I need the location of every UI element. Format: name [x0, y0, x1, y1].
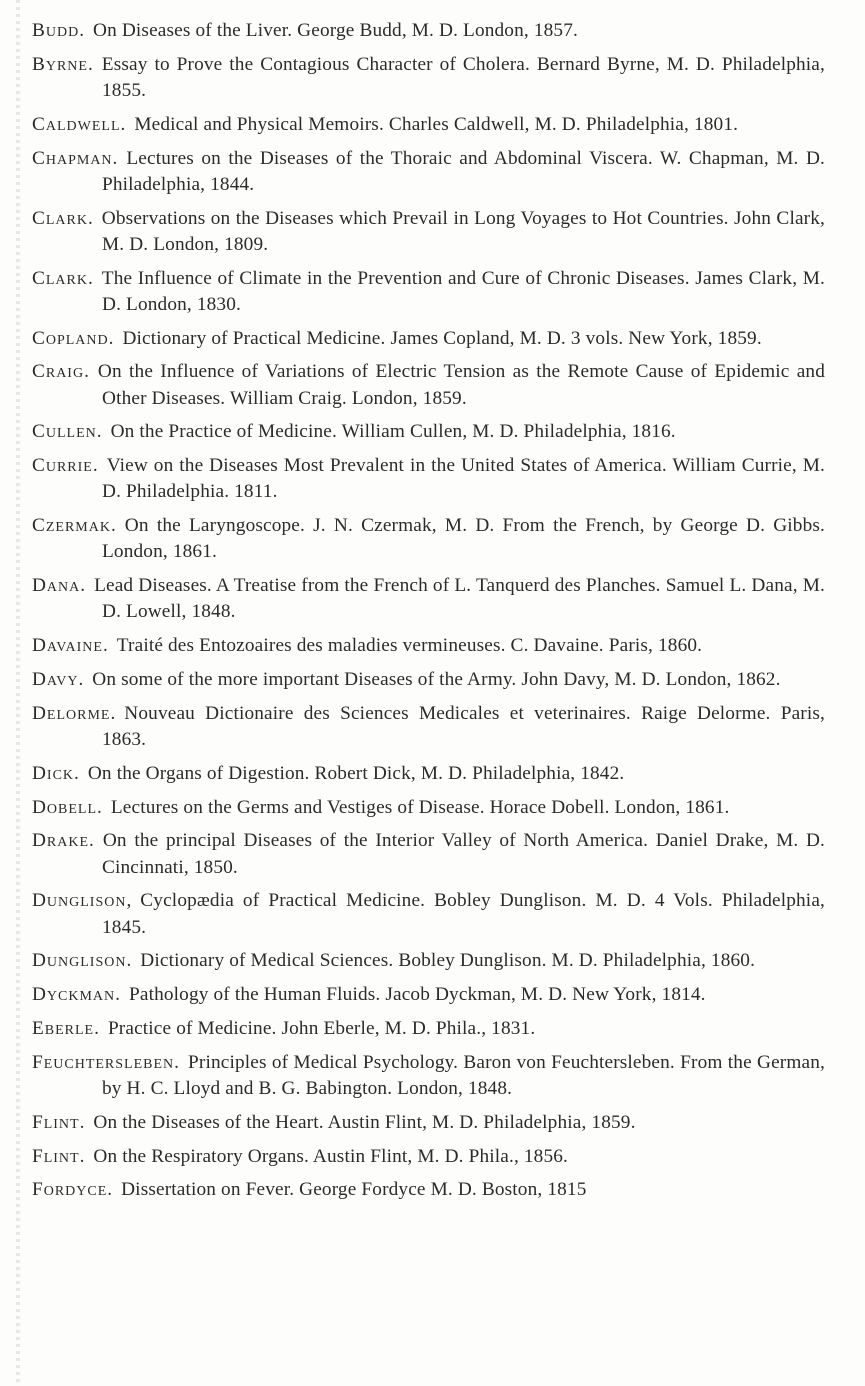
- bibliography-entry: [32, 206, 825, 258]
- bibliography-entry: [32, 453, 825, 505]
- entry-author: Cullen.: [32, 421, 103, 443]
- entry-author: Dunglison,: [32, 890, 133, 912]
- bibliography-entry: [32, 633, 825, 659]
- entry-text: On the Practice of Medicine. William Cullen, M. D. Philadelphia, 1816.: [110, 421, 676, 443]
- bibliography-entry: [32, 761, 825, 787]
- bibliography-entry: [32, 326, 825, 352]
- entry-text: Observations on the Diseases which Prevail in Long Voyages to Hot Countries. John Clark, M. D. London, 1809.: [101, 207, 825, 255]
- entry-text: On the Diseases of the Heart. Austin Flint, M. D. Philadelphia, 1859.: [93, 1111, 636, 1133]
- bibliography-entry: [32, 667, 825, 693]
- entry-author: Dick.: [32, 762, 80, 784]
- entry-author: Czermak.: [32, 515, 117, 537]
- bibliography-entry: [32, 1110, 825, 1136]
- entry-author: Fordyce.: [32, 1179, 114, 1201]
- entry-author: Dana.: [32, 575, 87, 597]
- entry-text: Dissertation on Fever. George Fordyce M. D. Boston, 1815: [121, 1179, 587, 1201]
- bibliography-entry: [32, 112, 825, 138]
- entry-text: View on the Diseases Most Prevalent in the United States of America. William Currie, M. D. Philadelphia. 1811.: [102, 455, 825, 503]
- entry-author: Flint.: [32, 1111, 86, 1133]
- bibliography-entry: [32, 1177, 825, 1203]
- bibliography-entry: [32, 888, 825, 940]
- entry-author: Copland.: [32, 327, 115, 349]
- entry-author: Drake.: [32, 830, 95, 852]
- entry-text: On the Laryngoscope. J. N. Czermak, M. D. From the French, by George D. Gibbs. London, 1861.: [102, 515, 825, 563]
- entry-text: Lectures on the Diseases of the Thoraic and Abdominal Viscera. W. Chapman, M. D. Philadelphia, 1844.: [102, 147, 825, 195]
- bibliography-entry: [32, 1144, 825, 1170]
- entry-text: Dictionary of Practical Medicine. James Copland, M. D. 3 vols. New York, 1859.: [122, 327, 762, 349]
- entry-text: Lead Diseases. A Treatise from the French of L. Tanquerd des Planches. Samuel L. Dana, M. D. Lowell, 1848.: [94, 575, 825, 623]
- entry-author: Dyckman.: [32, 984, 121, 1006]
- entry-author: Budd.: [32, 20, 86, 41]
- entry-text: Dictionary of Medical Sciences. Bobley Dunglison. M. D. Philadelphia, 1860.: [140, 950, 756, 972]
- entry-author: Delorme.: [32, 702, 117, 724]
- entry-author: Davy.: [32, 668, 85, 690]
- bibliography-entry: [32, 982, 825, 1008]
- entry-text: Cyclopædia of Practical Medicine. Bobley Dunglison. M. D. 4 Vols. Philadelphia, 1845.: [102, 890, 825, 938]
- entry-author: Flint.: [32, 1145, 86, 1167]
- entry-text: Essay to Prove the Contagious Character of Cholera. Bernard Byrne, M. D. Philadelphia, 1855.: [101, 53, 825, 101]
- entry-author: Byrne.: [32, 53, 94, 75]
- bibliography-entry: [32, 52, 825, 104]
- entry-text: Practice of Medicine. John Eberle, M. D. Phila., 1831.: [107, 1017, 536, 1039]
- bibliography-entry: [32, 146, 825, 198]
- bibliography-entry: [32, 573, 825, 625]
- entry-text: On the Influence of Variations of Electric Tension as the Remote Cause of Epidemic and Other Diseases. William Craig. London, 1859.: [97, 361, 825, 409]
- bibliography-entry: [32, 795, 825, 821]
- bibliography-entry: [32, 419, 825, 445]
- entry-text: Principles of Medical Psychology. Baron von Feuchtersleben. From the German, by H. C. Lloyd and B. G. Babington. London, 1848.: [102, 1051, 825, 1099]
- entry-author: Davaine.: [32, 635, 109, 657]
- bibliography-entry: [32, 828, 825, 880]
- entry-text: Pathology of the Human Fluids. Jacob Dyckman, M. D. New York, 1814.: [128, 984, 706, 1006]
- entry-text: On the principal Diseases of the Interior Valley of North America. Daniel Drake, M. D. Cincinnati, 1850.: [102, 830, 825, 878]
- entry-text: On some of the more important Diseases of the Army. John Davy, M. D. London, 1862.: [92, 668, 781, 690]
- entry-text: On the Organs of Digestion. Robert Dick, M. D. Philadelphia, 1842.: [87, 762, 625, 784]
- entry-author: Dunglison.: [32, 950, 133, 972]
- entry-author: Dobell.: [32, 796, 103, 818]
- bibliography-entry: [32, 359, 825, 411]
- page-edge: [16, 0, 20, 1386]
- bibliography-entry: [32, 948, 825, 974]
- entry-text: Traité des Entozoaires des maladies vermineuses. C. Davaine. Paris, 1860.: [116, 635, 703, 657]
- entry-author: Eberle.: [32, 1017, 100, 1039]
- bibliography-entry: [32, 18, 825, 44]
- entry-text: On the Respiratory Organs. Austin Flint, M. D. Phila., 1856.: [93, 1145, 569, 1167]
- entry-author: Currie.: [32, 455, 99, 477]
- bibliography-entry: [32, 1050, 825, 1102]
- bibliography-entry: [32, 513, 825, 565]
- bibliography-entry: [32, 1016, 825, 1042]
- entry-author: Clark.: [32, 207, 94, 229]
- entry-author: Caldwell.: [32, 113, 127, 135]
- bibliography-entry: [32, 701, 825, 753]
- entry-text: On Diseases of the Liver. George Budd, M. D. London, 1857.: [93, 20, 578, 41]
- entry-author: Craig.: [32, 361, 90, 383]
- entry-author: Clark.: [32, 267, 94, 289]
- entry-author: Chapman.: [32, 147, 119, 169]
- entry-author: Feuchtersleben.: [32, 1051, 180, 1073]
- entry-text: The Influence of Climate in the Prevention and Cure of Chronic Diseases. James Clark, M. D. London, 1830.: [101, 267, 825, 315]
- entry-text: Lectures on the Germs and Vestiges of Disease. Horace Dobell. London, 1861.: [110, 796, 730, 818]
- entry-text: Medical and Physical Memoirs. Charles Caldwell, M. D. Philadelphia, 1801.: [134, 113, 739, 135]
- bibliography-entry: [32, 266, 825, 318]
- entry-text: Nouveau Dictionaire des Sciences Medicales et veterinaires. Raige Delorme. Paris, 1863.: [102, 702, 825, 750]
